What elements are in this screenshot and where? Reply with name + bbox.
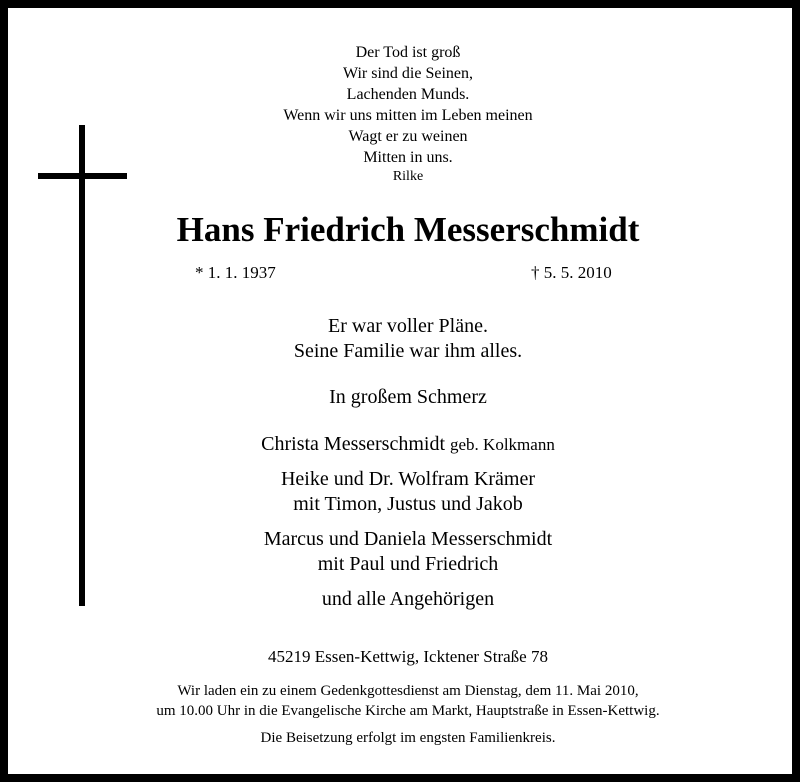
- tribute: [8, 314, 800, 364]
- family-line: Marcus und Daniela Messerschmidt: [263, 528, 553, 550]
- tribute-line: Seine Familie war ihm alles.: [293, 340, 523, 362]
- mourner-others: und alle Angehörigen: [321, 588, 495, 610]
- service-line: Wir laden ein zu einem Gedenkgottesdienst am Dienstag, dem 11. Mai 2010,: [177, 683, 639, 699]
- poem-line: Wagt er zu weinen: [348, 128, 468, 145]
- poem-line: Wir sind die Seinen,: [343, 65, 473, 82]
- poem-line: Mitten in uns.: [363, 149, 453, 166]
- service-info: [8, 681, 800, 721]
- death-date: † 5. 5. 2010: [531, 263, 612, 282]
- service-line: um 10.00 Uhr in die Evangelische Kirche am Markt, Hauptstraße in Essen-Kettwig.: [156, 703, 660, 719]
- poem-line: Lachenden Munds.: [346, 86, 470, 103]
- tribute-line: Er war voller Pläne.: [328, 315, 488, 337]
- deceased-name: Hans Friedrich Messerschmidt: [176, 210, 640, 249]
- mourner-family-2: [8, 527, 800, 577]
- family-line: mit Paul und Friedrich: [317, 553, 499, 575]
- poem: [8, 42, 800, 186]
- mourner-widow: [8, 432, 800, 457]
- mourner-family-1: [8, 467, 800, 517]
- widow-maiden-name: geb. Kolkmann: [450, 435, 555, 454]
- poem-line: Wenn wir uns mitten im Leben meinen: [283, 107, 533, 124]
- widow-name: Christa Messerschmidt: [261, 433, 446, 455]
- poem-line: Der Tod ist groß: [355, 44, 461, 61]
- burial-info: Die Beisetzung erfolgt im engsten Familienkreis.: [260, 730, 556, 746]
- family-line: Heike und Dr. Wolfram Krämer: [280, 468, 536, 490]
- grief-line: In großem Schmerz: [329, 386, 487, 408]
- address: 45219 Essen-Kettwig, Icktener Straße 78: [268, 647, 548, 666]
- poem-author: Rilke: [392, 169, 424, 184]
- family-line: mit Timon, Justus und Jakob: [293, 493, 523, 515]
- birth-date: * 1. 1. 1937: [195, 263, 276, 282]
